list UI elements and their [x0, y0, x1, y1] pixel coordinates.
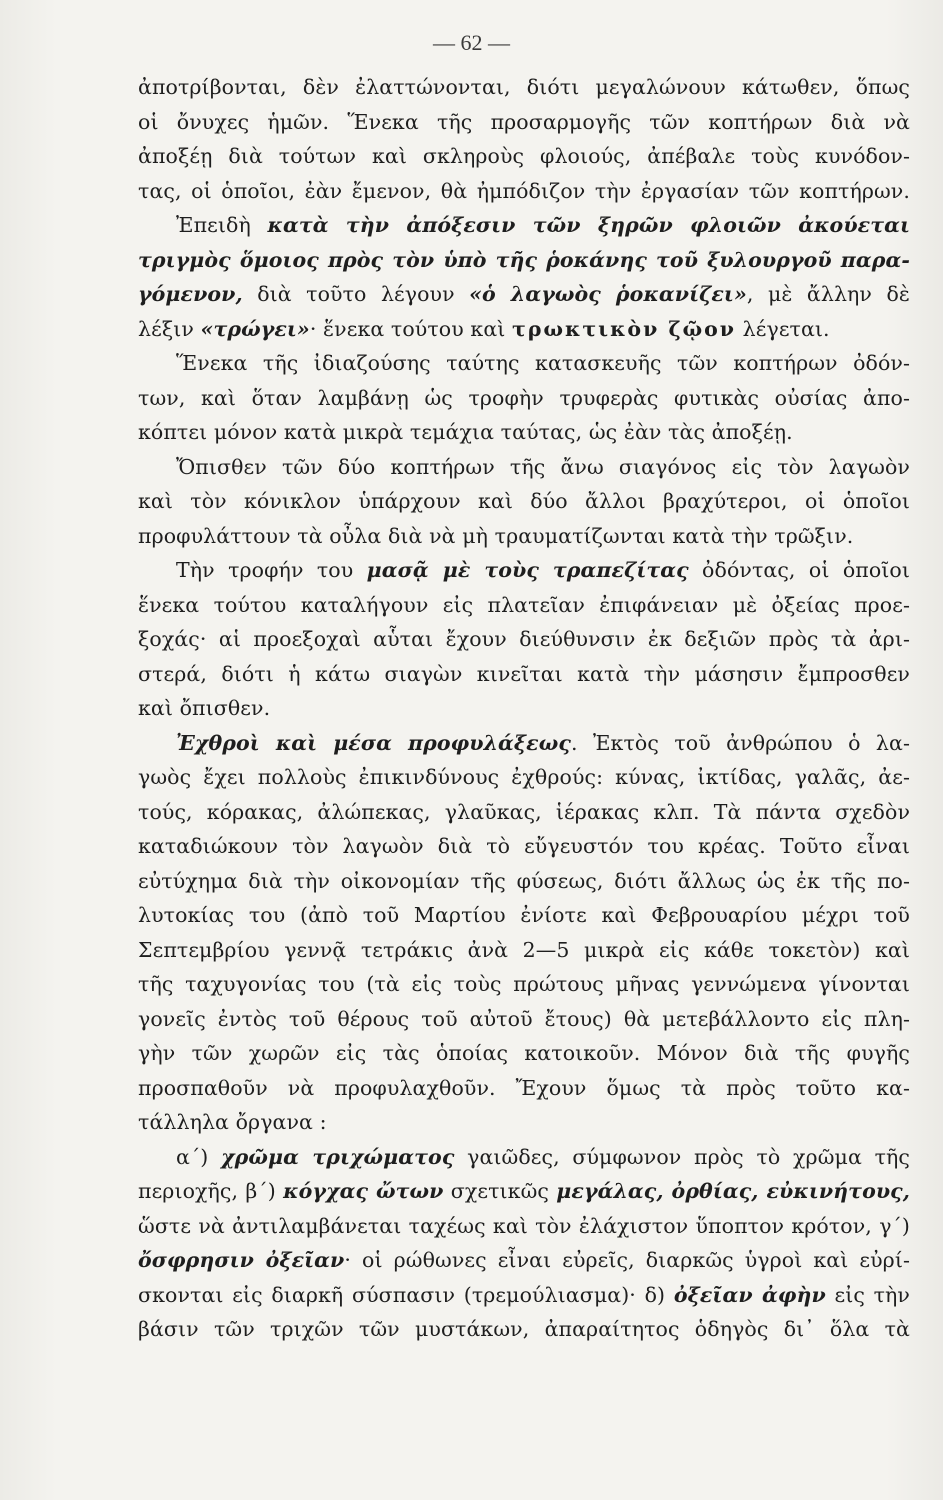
text-segment: σχετικῶς — [443, 1179, 557, 1203]
text-segment: ξοχάς· αἱ προεξοχαὶ αὗται ἔχουν διεύθυνσιν ἐκ δεξιῶν πρὸς τὰ ἀρι- — [138, 627, 910, 651]
text-line — [138, 1071, 910, 1106]
text-line — [138, 864, 910, 899]
emphasis-text: ὀξεῖαν ἀφὴν — [673, 1282, 826, 1307]
text-line — [138, 1105, 910, 1140]
text-segment: ὥστε νὰ ἀντιλαμβάνεται ταχέως καὶ τὸν ἐλάχιστον ὕποπτον κρότον, γ΄) — [138, 1213, 910, 1238]
emphasis-text: μεγάλας, ὀρθίας, εὐκινήτους, — [556, 1179, 910, 1203]
text-line — [138, 174, 910, 209]
emphasis-text: «ὁ λαγωὸς ῥοκανίζει» — [469, 282, 747, 306]
text-segment: προσπαθοῦν νὰ προφυλαχθοῦν. Ἔχουν ὅμως τὰ πρὸς τοῦτο κα- — [138, 1075, 910, 1100]
text-line — [138, 1243, 910, 1278]
text-segment: καὶ τὸν κόνικλον ὑπάρχουν καὶ δύο ἄλλοι βραχύτεροι, οἱ ὁποῖοι — [138, 489, 910, 513]
emphasis-text: μασᾷ μὲ τοὺς τραπεζίτας — [366, 558, 689, 582]
text-segment: , μὲ ἄλλην δὲ — [746, 282, 910, 306]
text-segment: κόπτει μόνον κατὰ μικρὰ τεμάχια ταύτας, ὡς ἐὰν τὰς ἀποξέῃ. — [138, 420, 793, 444]
text-segment: λέγεται. — [736, 316, 830, 341]
text-line — [138, 795, 910, 830]
text-segment: λέξιν — [138, 316, 201, 341]
text-line — [138, 312, 910, 347]
text-segment: καὶ ὄπισθεν. — [138, 696, 271, 720]
text-segment: οἱ ὄνυχες ἡμῶν. Ἕνεκα τῆς προσαρμογῆς τῶν κοπτήρων διὰ νὰ — [138, 109, 910, 134]
text-line — [138, 1140, 910, 1175]
text-line — [138, 139, 910, 174]
text-line — [138, 657, 910, 692]
text-segment: καταδιώκουν τὸν λαγωὸν διὰ τὸ εὔγευστόν του κρέας. Τοῦτο εἶναι — [138, 834, 910, 858]
text-line — [138, 1036, 910, 1071]
text-segment: Τὴν τροφήν του — [176, 558, 367, 582]
text-line — [138, 553, 910, 588]
text-line — [138, 484, 910, 519]
text-segment: γαιῶδες, σύμφωνον πρὸς τὸ χρῶμα τῆς — [454, 1144, 910, 1169]
text-segment: γωὸς ἔχει πολλοὺς ἐπικινδύνους ἐχθρούς: κύνας, ἰκτίδας, γαλᾶς, ἀε- — [138, 765, 910, 789]
text-segment: περιοχῆς, β΄) — [138, 1179, 284, 1203]
text-line — [138, 691, 910, 726]
text-segment: εὐτύχημα διὰ τὴν οἰκονομίαν τῆς φύσεως, διότι ἄλλως ὡς ἐκ τῆς πο- — [138, 868, 910, 893]
text-segment: γὴν τῶν χωρῶν εἰς τὰς ὁποίας κατοικοῦν. Μόνον διὰ τῆς φυγῆς — [138, 1041, 910, 1065]
emphasis-text: κατὰ τὴν ἀπόξεσιν τῶν ξηρῶν φλοιῶν ἀκούεται — [267, 213, 910, 237]
emphasis-text: Ἐχθροὶ καὶ μέσα προφυλάξεως — [176, 730, 571, 755]
text-line — [138, 933, 910, 968]
text-line — [138, 1174, 910, 1209]
text-segment: α΄) — [176, 1144, 222, 1169]
text-line — [138, 70, 910, 105]
text-line — [138, 243, 910, 278]
text-segment: λυτοκίας του (ἀπὸ τοῦ Μαρτίου ἐνίοτε καὶ Φεβρουαρίου μέχρι τοῦ — [138, 903, 910, 927]
text-line — [138, 829, 910, 864]
text-line — [138, 415, 910, 450]
text-line — [138, 346, 910, 381]
text-segment: · οἱ ρώθωνες εἶναι εὐρεῖς, διαρκῶς ὑγροὶ καὶ εὐρί- — [344, 1248, 911, 1272]
text-line — [138, 381, 910, 416]
text-line — [138, 450, 910, 485]
text-segment: στερά, διότι ἡ κάτω σιαγὼν κινεῖται κατὰ τὴν μάσησιν ἔμπροσθεν — [138, 661, 910, 686]
emphasis-text: κόγχας ὤτων — [283, 1179, 444, 1203]
text-line — [138, 1278, 910, 1313]
text-segment: ἀποτρίβονται, δὲν ἐλαττώνονται, διότι μεγαλώνουν κάτωθεν, ὅπως — [138, 75, 910, 99]
text-line — [138, 967, 910, 1002]
text-line — [138, 898, 910, 933]
text-segment: τας, οἱ ὁποῖοι, ἐὰν ἔμενον, θὰ ἠμπόδιζον τὴν ἐργασίαν τῶν κοπτήρων. — [138, 178, 910, 203]
text-line — [138, 519, 910, 554]
text-segment: εἰς τὴν — [825, 1282, 910, 1307]
text-segment: προφυλάττουν τὰ οὖλα διὰ νὰ μὴ τραυματίζωνται κατὰ τὴν τρῶξιν. — [138, 523, 854, 548]
body-text — [138, 70, 910, 1347]
emphasis-text: ὄσφρησιν ὀξεῖαν — [138, 1248, 345, 1272]
text-segment: · ἕνεκα τούτου καὶ — [309, 316, 513, 341]
text-segment: διὰ τοῦτο λέγουν — [242, 282, 470, 306]
text-line — [138, 1209, 910, 1244]
text-segment: . Ἐκτὸς τοῦ ἀνθρώπου ὁ λα- — [570, 730, 910, 755]
text-segment: Ὄπισθεν τῶν δύο κοπτήρων τῆς ἄνω σιαγόνος εἰς τὸν λαγωὸν — [176, 454, 910, 479]
text-segment: γονεῖς ἐντὸς τοῦ θέρους τοῦ αὐτοῦ ἔτους) θὰ μετεβάλλοντο εἰς πλη- — [138, 1006, 910, 1031]
text-line — [138, 105, 910, 140]
text-line — [138, 588, 910, 623]
text-segment: τῆς ταχυγονίας του (τὰ εἰς τοὺς πρώτους μῆνας γεννώμενα γίνονται — [138, 972, 910, 996]
text-segment: ὀδόντας, οἱ ὁποῖοι — [688, 558, 910, 582]
text-segment: Ἐπειδὴ — [176, 213, 268, 237]
text-line — [138, 1312, 910, 1347]
text-segment: Ἕνεκα τῆς ἰδιαζούσης ταύτης κατασκευῆς τῶν κοπτήρων ὀδόν- — [176, 351, 910, 375]
spaced-bold-text: τρωκτικὸν ζῷον — [512, 316, 737, 341]
text-line — [138, 726, 910, 761]
text-segment: τάλληλα ὄργανα : — [138, 1110, 327, 1134]
emphasis-text: «τρώγει» — [200, 316, 310, 341]
text-line — [138, 622, 910, 657]
text-line — [138, 1002, 910, 1037]
text-line — [138, 208, 910, 243]
page-number: — 62 — — [433, 30, 510, 55]
text-segment: των, καὶ ὅταν λαμβάνῃ ὡς τροφὴν τρυφερὰς φυτικὰς οὐσίας ἀπο- — [138, 385, 910, 410]
text-segment: τούς, κόρακας, ἀλώπεκας, γλαῦκας, ἱέρακας κλπ. Τὰ πάντα σχεδὸν — [138, 799, 910, 824]
emphasis-text: γόμενον, — [138, 282, 243, 306]
text-line — [138, 760, 910, 795]
text-segment: βάσιν τῶν τριχῶν τῶν μυστάκων, ἀπαραίτητος ὁδηγὸς δι᾿ ὅλα τὰ — [138, 1317, 910, 1341]
text-line — [138, 277, 910, 312]
text-segment: ἕνεκα τούτου καταλήγουν εἰς πλατεῖαν ἐπιφάνειαν μὲ ὀξείας προε- — [138, 592, 910, 617]
emphasis-text: χρῶμα τριχώματος — [221, 1144, 455, 1169]
text-segment: σκονται εἰς διαρκῆ σύσπασιν (τρεμούλιασμα)· δ) — [138, 1282, 674, 1307]
emphasis-text: τριγμὸς ὅμοιος πρὸς τὸν ὑπὸ τῆς ῥοκάνης τοῦ ξυλουργοῦ παρα- — [138, 247, 910, 272]
text-segment: ἀποξέῃ διὰ τούτων καὶ σκληροὺς φλοιούς, ἀπέβαλε τοὺς κυνόδον- — [138, 144, 910, 168]
text-segment: Σεπτεμβρίου γεννᾷ τετράκις ἀνὰ 2—5 μικρὰ εἰς κάθε τοκετὸν) καὶ — [138, 937, 910, 962]
